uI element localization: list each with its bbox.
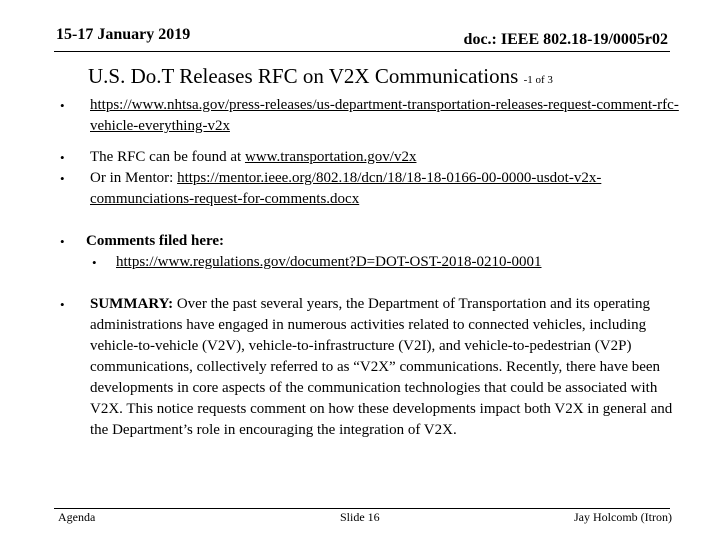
comments-link[interactable]: https://www.regulations.gov/document?D=DOT-OST-2018-0210-0001 — [116, 254, 542, 270]
bullet-icon: • — [60, 98, 65, 113]
footer-author: Jay Holcomb (Itron) — [574, 510, 672, 524]
footer-slide-number: Slide 16 — [340, 510, 380, 524]
comments-label: Comments filed here: — [86, 233, 225, 249]
bullet-icon: • — [60, 297, 65, 312]
header-doc-id: doc.: IEEE 802.18-19/0005r02 — [463, 31, 668, 48]
mentor-link[interactable]: https://mentor.ieee.org/802.18/dcn/18/18-18-0166-00-0000-usdot-v2x-communciations-request-for-comments.docx — [90, 170, 602, 207]
slide-body — [58, 95, 688, 441]
bullet-rfc — [58, 147, 688, 168]
slide-title-page-count: -1 of 3 — [523, 74, 553, 86]
nhtsa-link[interactable]: https://www.nhtsa.gov/press-releases/us-department-transportation-releases-request-comment-rfc-vehicle-everything-v2x — [90, 97, 679, 134]
header-divider — [54, 51, 670, 52]
mentor-prefix: Or in Mentor: — [90, 170, 178, 186]
bullet-icon: • — [92, 255, 97, 270]
summary-label: SUMMARY: — [90, 296, 174, 312]
bullet-icon: • — [60, 171, 65, 186]
bullet-comments — [58, 231, 688, 252]
rfc-link[interactable]: www.transportation.gov/v2x — [244, 149, 417, 165]
bullet-icon: • — [60, 150, 65, 165]
bullet-mentor — [58, 168, 688, 210]
summary-text: Over the past several years, the Department of Transportation and its operating administrations have engaged in numerous activities related to connected vehicles, including vehicle-to-vehicle (V2V), vehicle-to-infrastructure (V2I), and vehicle-to-pedestrian (V2P) communications, collectively referred to as “V2X” communications. Recently, there have been developments in core aspects of the communication technologies that could be associated with V2X. This notice requests comment on how these developments impact both V2X in general and the Department’s role in encouraging the integration of V2X. — [90, 296, 673, 438]
slide-title-text: U.S. Do.T Releases RFC on V2X Communications — [88, 64, 519, 88]
footer-left: Agenda — [58, 510, 96, 524]
footer-divider — [54, 508, 670, 509]
bullet-summary — [58, 294, 688, 441]
bullet-icon: • — [60, 234, 65, 249]
rfc-prefix: The RFC can be found at — [90, 149, 245, 165]
slide-title — [88, 64, 553, 89]
bullet-nhtsa-link — [58, 95, 688, 137]
header-date: 15-17 January 2019 — [56, 26, 191, 43]
bullet-comments-link — [58, 252, 688, 273]
